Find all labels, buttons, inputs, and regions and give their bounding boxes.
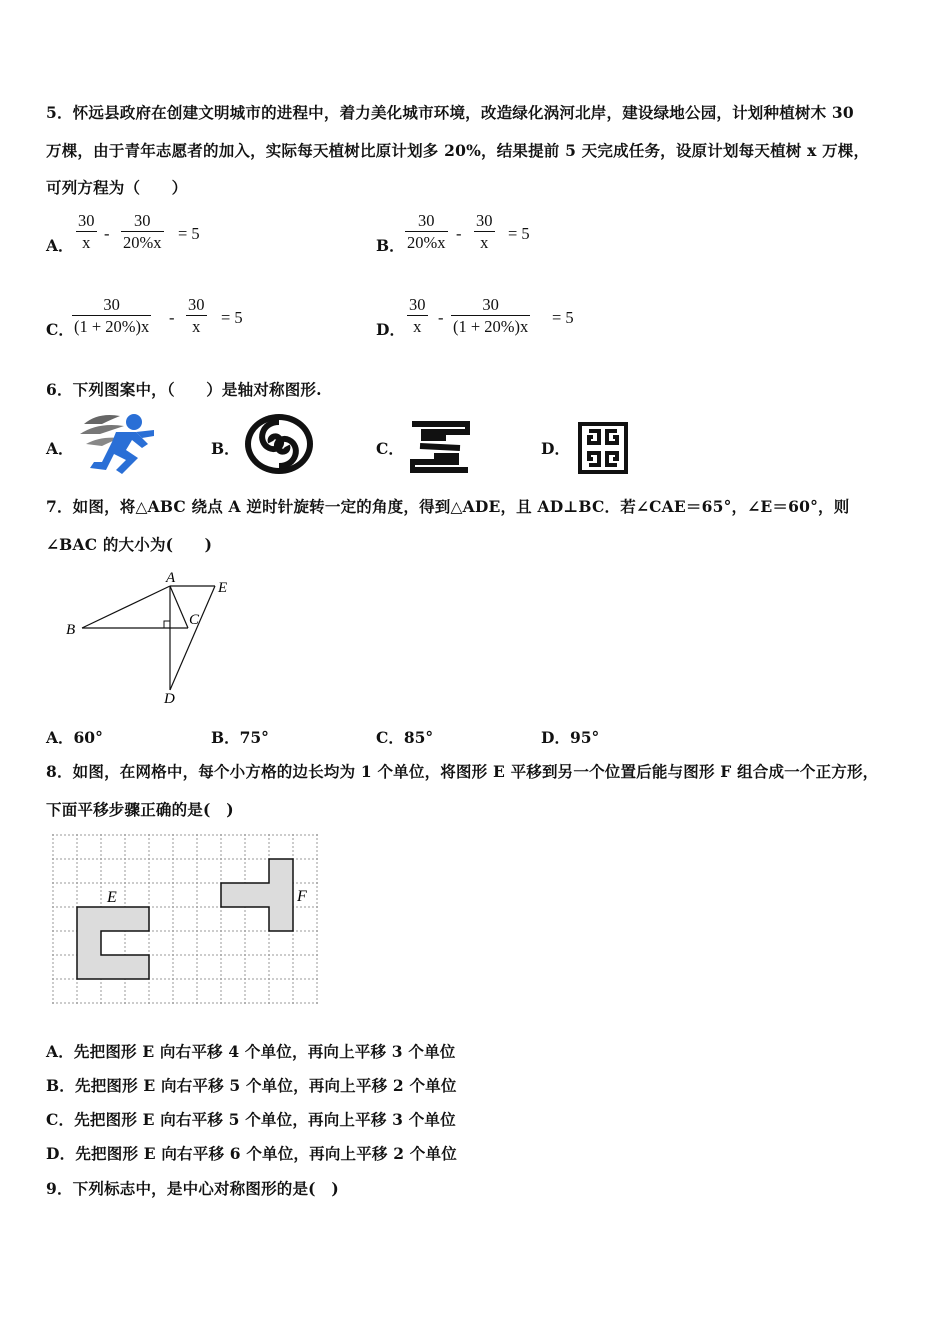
q5-line3: 可列方程为（ ） [46, 178, 188, 197]
q6-stem: 6．下列图案中，（ ）是轴对称图形. [46, 380, 322, 399]
q7-option-c[interactable]: C．85° [376, 728, 434, 747]
q5-c-fraction-1: 30 (1 + 20%)x [74, 295, 150, 336]
q8-line2: 下面平移步骤正确的是( ) [46, 800, 234, 819]
q8-option-a[interactable]: A．先把图形 E 向右平移 4 个单位，再向上平移 3 个单位 [46, 1042, 456, 1061]
label-a: A [166, 570, 176, 586]
q8-option-c[interactable]: C．先把图形 E 向右平移 5 个单位，再向上平移 3 个单位 [46, 1110, 456, 1129]
shape-f [221, 859, 293, 931]
q7-option-a[interactable]: A．60° [46, 728, 103, 747]
q7-line2: ∠BAC 的大小为( ) [46, 535, 213, 554]
q5-line1: 5．怀远县政府在创建文明城市的进程中，着力美化城市环境，改造绿化涡河北岸，建设绿地公园，计划种植树木 30 [46, 103, 854, 122]
q5-a-fraction-2: 30 20%x [123, 211, 162, 252]
q5-d-fraction-1: 30 x [409, 295, 426, 336]
segment-ac [170, 586, 188, 628]
q7-option-d[interactable]: D．95° [541, 728, 600, 747]
q8-line1: 8．如图，在网格中，每个小方格的边长均为 1 个单位，将图形 E 平移到另一个位置后能与图形 F 组合成一个正方形， [46, 762, 879, 781]
grid-figure [52, 834, 320, 1006]
q7-option-b[interactable]: B．75° [211, 728, 269, 747]
q7-line1: 7．如图，将△ABC 绕点 A 逆时针旋转一定的角度，得到△ADE，且 AD⊥BC．若∠CAE＝65°，∠E＝60°，则 [46, 497, 850, 516]
q5-a-fraction-1: 30 x [78, 211, 95, 252]
q5-c-fraction-2: 30 x [188, 295, 205, 336]
right-angle-mark [164, 621, 170, 628]
q8-option-d[interactable]: D．先把图形 E 向右平移 6 个单位，再向上平移 2 个单位 [46, 1144, 457, 1163]
q5-b-fraction-2: 30 x [476, 211, 493, 252]
label-f: F [297, 888, 307, 905]
interlocked-z-logo [410, 420, 470, 474]
fret-pattern-logo [577, 421, 629, 475]
q8-option-b[interactable]: B．先把图形 E 向右平移 5 个单位，再向上平移 2 个单位 [46, 1076, 457, 1095]
label-c: C [189, 612, 200, 628]
q5-line2: 万棵，由于青年志愿者的加入，实际每天植树比原计划多 20%，结果提前 5 天完成任务，设原计划每天植树 x 万棵， [46, 141, 870, 160]
swirl-emblem [243, 412, 315, 476]
q5-b-fraction-1: 30 20%x [407, 211, 446, 252]
shape-e [77, 907, 149, 979]
label-e: E [107, 889, 117, 906]
label-e: E [218, 580, 228, 596]
segment-ab [82, 586, 170, 628]
triangle-rotation-figure [60, 566, 240, 708]
label-d: D [164, 691, 175, 707]
running-figure-logo [76, 410, 156, 476]
q9-stem: 9．下列标志中，是中心对称图形的是( ) [46, 1179, 339, 1198]
q5-d-fraction-2: 30 (1 + 20%)x [453, 295, 529, 336]
label-b: B [66, 622, 76, 638]
